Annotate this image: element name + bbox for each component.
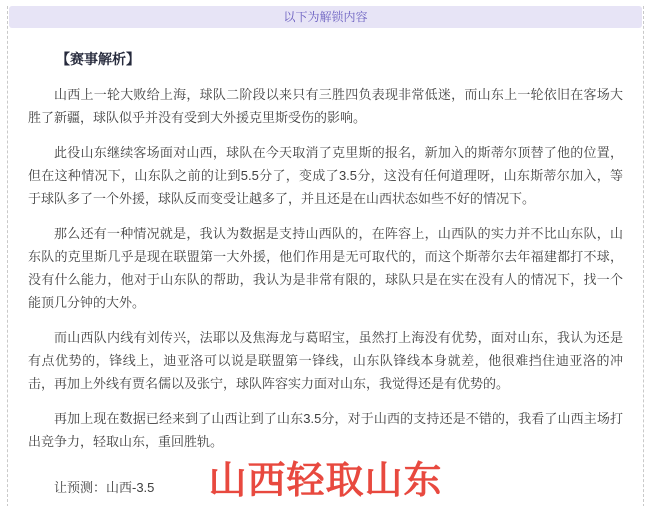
section-title: 【赛事解析】 bbox=[56, 51, 140, 67]
unlocked-content-panel bbox=[7, 6, 644, 506]
paragraph-2: 此役山东继续客场面对山西，球队在今天取消了克里斯的报名，新加入的斯蒂尔顶替了他的位置，但在这种情况下，山东队之前的让到5.5分了，变成了3.5分，这没有任何道理呀，山东斯蒂尔加入，等于球队多了一个外援，球队反而变受让越多了，并且还是在山西状态如些不好的情况下。 bbox=[28, 145, 623, 206]
prediction-row bbox=[28, 457, 623, 505]
verdict-headline: 山西轻取山东 bbox=[208, 460, 443, 502]
paragraph-1: 山西上一轮大败给上海，球队二阶段以来只有三胜四负表现非常低迷，而山东上一轮依旧在客场大胜了新疆，球队似乎并没有受到大外援克里斯受伤的影响。 bbox=[28, 87, 623, 125]
article-content bbox=[8, 48, 643, 505]
paragraph-5: 再加上现在数据已经来到了山西让到了山东3.5分，对于山西的支持还是不错的，我看了山西主场打出竞争力，轻取山东，重回胜轨。 bbox=[28, 411, 623, 449]
paragraph-3: 那么还有一种情况就是，我认为数据是支持山西队的，在阵容上，山西队的实力并不比山东队，山东队的克里斯几乎是现在联盟第一大外援，他们作用是无可取代的，而这个斯蒂尔去年福建都打不球，没有什么能力，他对于山东队的帮助，我认为是非常有限的，球队只是在实在没有人的情况下，找一个能顶几分钟的大外。 bbox=[28, 226, 623, 310]
handicap-prediction: 让预测：山西-3.5 bbox=[54, 480, 155, 495]
unlocked-content-banner: 以下为解锁内容 bbox=[9, 6, 642, 28]
paragraph-4: 而山西队内线有刘传兴，法耶以及焦海龙与葛昭宝，虽然打上海没有优势，面对山东，我认为还是有点优势的，锋线上，迪亚洛可以说是联盟第一锋线，山东队锋线本身就差，他很难挡住迪亚洛的冲击，再加上外线有贾名儒以及张宁，球队阵容实力面对山东，我觉得还是有优势的。 bbox=[28, 330, 623, 391]
